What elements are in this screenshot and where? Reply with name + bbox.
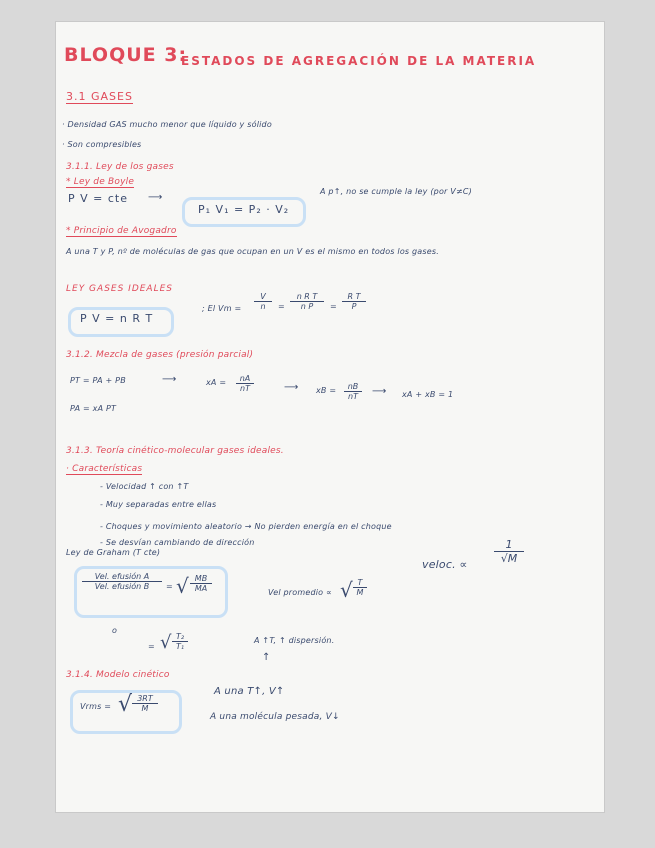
s311-heading: 3.1.1. Ley de los gases bbox=[66, 162, 174, 172]
sqrt-icon: √ bbox=[340, 578, 353, 602]
molar-volume-label: ; El Vm = bbox=[202, 304, 242, 313]
dispersion-note: A ↑T, ↑ dispersión. bbox=[254, 636, 335, 645]
equals-sign: = bbox=[330, 302, 337, 311]
total-pressure: PT = PA + PB bbox=[70, 376, 126, 385]
arrow-icon: ⟶ bbox=[284, 382, 299, 393]
equals-sign: = bbox=[278, 302, 285, 311]
characteristic-item: - Velocidad ↑ con ↑T bbox=[100, 482, 189, 491]
ideal-gas-label: LEY GASES IDEALES bbox=[66, 284, 174, 294]
up-arrow-icon: ↑ bbox=[262, 652, 271, 663]
veloc-proportional: veloc. ∝ bbox=[422, 558, 468, 571]
s313-heading: 3.1.3. Teoría cinético-molecular gases ideales. bbox=[66, 446, 284, 456]
sqrt-icon: √ bbox=[160, 632, 172, 653]
vm-fraction-1: $\frac{V}{n}$ bbox=[254, 292, 272, 311]
graham-label: Ley de Graham (T cte) bbox=[66, 548, 161, 557]
section-heading: 3.1 GASES bbox=[66, 90, 133, 103]
characteristic-item: - Se desvían cambiando de dirección bbox=[100, 538, 255, 547]
small-o: o bbox=[112, 626, 118, 635]
arrow-icon: ⟶ bbox=[372, 386, 387, 397]
arrow-icon: ⟶ bbox=[162, 374, 177, 385]
xa-fraction: $\frac{nA}{nT}$ bbox=[236, 374, 254, 393]
characteristic-item: - Choques y movimiento aleatorio → No pierden energía en el choque bbox=[100, 522, 392, 531]
mole-fraction-sum: xA + xB = 1 bbox=[402, 390, 454, 399]
intro-line-1: · Densidad GAS mucho menor que líquido y sólido bbox=[62, 120, 272, 129]
arrow-icon: ⟶ bbox=[148, 192, 163, 203]
s314-heading: 3.1.4. Modelo cinético bbox=[66, 670, 170, 680]
avogadro-label: * Principio de Avogadro bbox=[66, 226, 177, 236]
xb-fraction: $\frac{nB}{nT}$ bbox=[344, 382, 362, 401]
boyle-note: A p↑, no se cumple la ley (por V≠C) bbox=[320, 187, 472, 196]
characteristics-label: · Características bbox=[66, 464, 143, 474]
vrms-label: Vrms = bbox=[80, 702, 112, 711]
boyle-equation: P V = cte bbox=[68, 192, 128, 205]
rms-note-1: A una T↑, V↑ bbox=[214, 686, 285, 697]
xa-symbol: xA = bbox=[206, 378, 227, 387]
graham-equals: = bbox=[166, 582, 173, 591]
veloc-fraction: $\frac{1}{√M}$ bbox=[494, 538, 524, 565]
s312-heading: 3.1.2. Mezcla de gases (presión parcial) bbox=[66, 350, 254, 360]
rms-note-2: A una molécula pesada, V↓ bbox=[210, 712, 340, 722]
block-title-rest: ESTADOS DE AGREGACIÓN DE LA MATERIA bbox=[181, 54, 537, 68]
graham-left-fraction: Vel. efusión A Vel. efusión B bbox=[82, 572, 162, 591]
ideal-gas-equation: P V = n R T bbox=[80, 312, 154, 325]
xb-symbol: xB = bbox=[316, 386, 337, 395]
avogadro-text: A una T y P, nº de moléculas de gas que ocupan en un V es el mismo en todos los gases. bbox=[66, 247, 440, 256]
temp-equals: = bbox=[148, 642, 155, 651]
notebook-page bbox=[56, 22, 604, 812]
graham-right-fraction: $\frac{MB}{MA}$ bbox=[190, 574, 212, 593]
intro-line-2: · Son compresibles bbox=[62, 140, 142, 149]
sqrt-icon: √ bbox=[176, 574, 189, 598]
partial-pressure: PA = xA PT bbox=[70, 404, 117, 413]
vrms-fraction: $\frac{3RT}{M}$ bbox=[132, 694, 158, 713]
boyle-label: * Ley de Boyle bbox=[66, 177, 135, 187]
temp-fraction: $\frac{\text{T₂}}{\text{T₁}}$ bbox=[172, 632, 188, 651]
vm-fraction-2: $\frac{\text{n R T}}{\text{n P}}$ bbox=[290, 292, 324, 311]
vm-fraction-3: $\frac{\text{R T}}{P}$ bbox=[342, 292, 366, 311]
boyle-result: P₁ V₁ = P₂ · V₂ bbox=[198, 203, 290, 216]
velocity-fraction: $\frac{T}{M}$ bbox=[353, 578, 367, 597]
characteristic-item: - Muy separadas entre ellas bbox=[100, 500, 217, 509]
sqrt-icon: √ bbox=[118, 692, 133, 717]
velocity-proportional: Vel promedio ∝ bbox=[268, 588, 332, 597]
block-title: BLOQUE 3: bbox=[64, 44, 188, 66]
